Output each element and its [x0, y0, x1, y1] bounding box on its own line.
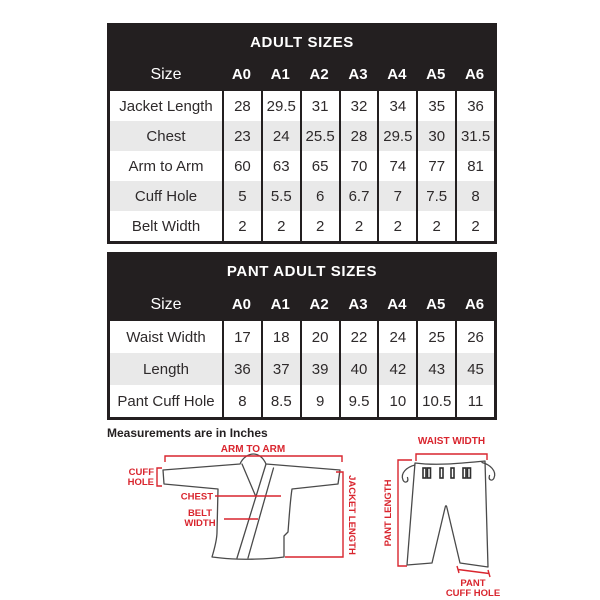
value-a4: 7	[377, 181, 416, 211]
value-a3: 28	[339, 121, 378, 151]
table-row-length	[110, 353, 494, 385]
value-a3: 6.7	[339, 181, 378, 211]
column-header-a5: A5	[426, 66, 446, 83]
value-a0: 2	[222, 211, 261, 241]
value-a2: 6	[300, 181, 339, 211]
column-header-a0: A0	[231, 296, 252, 313]
value-a4: 74	[377, 151, 416, 181]
value-a5: 30	[416, 121, 455, 151]
cuff-hole-bracket	[157, 468, 162, 486]
column-header-a6: A6	[464, 66, 485, 83]
adult-sizes-table-body	[110, 91, 494, 241]
column-header-a4: A4	[387, 296, 407, 313]
chest-label: CHEST	[180, 491, 213, 503]
size-column-header: Size	[150, 65, 182, 83]
row-label: Chest	[146, 127, 186, 145]
waist-width-measure-line	[416, 454, 487, 461]
pant-cuff-hole-label: PANT	[460, 578, 486, 589]
value-a2: 39	[300, 353, 339, 385]
column-header-a6: A6	[464, 296, 485, 313]
row-label: Jacket Length	[119, 97, 213, 115]
value-a6: 26	[455, 321, 494, 353]
table-row-arm-to-arm	[110, 151, 494, 181]
value-a3: 9.5	[339, 385, 378, 417]
value-a4: 24	[377, 321, 416, 353]
value-a0: 23	[222, 121, 261, 151]
table-row-pant-cuff-hole	[110, 385, 494, 417]
value-a5: 77	[416, 151, 455, 181]
pant-adult-sizes-table-body	[110, 321, 494, 417]
column-header-a1: A1	[270, 296, 290, 313]
value-a1: 24	[261, 121, 300, 151]
value-a1: 29.5	[261, 91, 300, 121]
value-a3: 40	[339, 353, 378, 385]
column-header-a1: A1	[270, 66, 290, 83]
value-a3: 70	[339, 151, 378, 181]
value-a5: 10.5	[416, 385, 455, 417]
size-header-row	[110, 288, 494, 321]
value-a2: 2	[300, 211, 339, 241]
value-a1: 2	[261, 211, 300, 241]
value-a5: 43	[416, 353, 455, 385]
row-label: Length	[143, 360, 189, 378]
column-header-a5: A5	[426, 296, 446, 313]
pant-adult-sizes-title: PANT ADULT SIZES	[110, 255, 494, 288]
value-a6: 8	[455, 181, 494, 211]
measurements-note: Measurements are in Inches	[107, 426, 268, 440]
arm-to-arm-label: ARM TO ARM	[220, 444, 286, 455]
jacket-diagram	[100, 440, 370, 600]
value-a1: 37	[261, 353, 300, 385]
column-header-a2: A2	[309, 296, 329, 313]
value-a1: 63	[261, 151, 300, 181]
pant-cuff-hole-measure-line	[457, 566, 490, 577]
value-a0: 60	[222, 151, 261, 181]
value-a4: 34	[377, 91, 416, 121]
column-header-a4: A4	[387, 66, 407, 83]
value-a5: 2	[416, 211, 455, 241]
value-a2: 20	[300, 321, 339, 353]
cuff-hole-label: HOLE	[127, 477, 154, 488]
value-a1: 8.5	[261, 385, 300, 417]
belt-width-label: BELT	[187, 508, 213, 519]
table-row-cuff-hole	[110, 181, 494, 211]
cuff-hole-label: CUFF	[128, 467, 154, 478]
value-a5: 35	[416, 91, 455, 121]
belt-width-label: WIDTH	[184, 518, 216, 529]
value-a3: 22	[339, 321, 378, 353]
column-header-a2: A2	[309, 66, 329, 83]
value-a6: 81	[455, 151, 494, 181]
row-label: Cuff Hole	[134, 187, 198, 205]
value-a6: 45	[455, 353, 494, 385]
pant-adult-sizes-table	[107, 252, 497, 420]
value-a1: 18	[261, 321, 300, 353]
pants-outline	[407, 461, 488, 567]
value-a2: 9	[300, 385, 339, 417]
value-a4: 42	[377, 353, 416, 385]
table-row-chest	[110, 121, 494, 151]
value-a4: 10	[377, 385, 416, 417]
table-row-waist-width	[110, 321, 494, 353]
row-label: Belt Width	[131, 217, 201, 235]
value-a0: 28	[222, 91, 261, 121]
value-a6: 31.5	[455, 121, 494, 151]
value-a2: 65	[300, 151, 339, 181]
value-a4: 29.5	[377, 121, 416, 151]
table-row-jacket-length	[110, 91, 494, 121]
value-a0: 36	[222, 353, 261, 385]
value-a2: 31	[300, 91, 339, 121]
value-a6: 2	[455, 211, 494, 241]
value-a0: 17	[222, 321, 261, 353]
value-a0: 8	[222, 385, 261, 417]
row-label: Arm to Arm	[128, 157, 204, 175]
value-a6: 11	[455, 385, 494, 417]
column-header-a0: A0	[231, 66, 252, 83]
value-a4: 2	[377, 211, 416, 241]
pant-length-label: PANT LENGTH	[383, 479, 394, 547]
adult-sizes-table	[107, 23, 497, 244]
size-column-header: Size	[150, 295, 182, 313]
pants-diagram	[368, 430, 550, 600]
jacket-length-label: JACKET LENGTH	[346, 475, 357, 555]
size-header-row	[110, 58, 494, 91]
value-a5: 25	[416, 321, 455, 353]
waist-width-label: WAIST WIDTH	[417, 436, 486, 447]
value-a6: 36	[455, 91, 494, 121]
value-a0: 5	[222, 181, 261, 211]
row-label: Pant Cuff Hole	[117, 392, 215, 410]
column-header-a3: A3	[348, 296, 368, 313]
pant-cuff-hole-label: CUFF HOLE	[445, 588, 501, 599]
value-a1: 5.5	[261, 181, 300, 211]
table-row-belt-width	[110, 211, 494, 241]
column-header-a3: A3	[348, 66, 368, 83]
adult-sizes-title: ADULT SIZES	[110, 26, 494, 58]
value-a2: 25.5	[300, 121, 339, 151]
row-label: Waist Width	[126, 328, 206, 346]
value-a3: 2	[339, 211, 378, 241]
value-a3: 32	[339, 91, 378, 121]
value-a5: 7.5	[416, 181, 455, 211]
